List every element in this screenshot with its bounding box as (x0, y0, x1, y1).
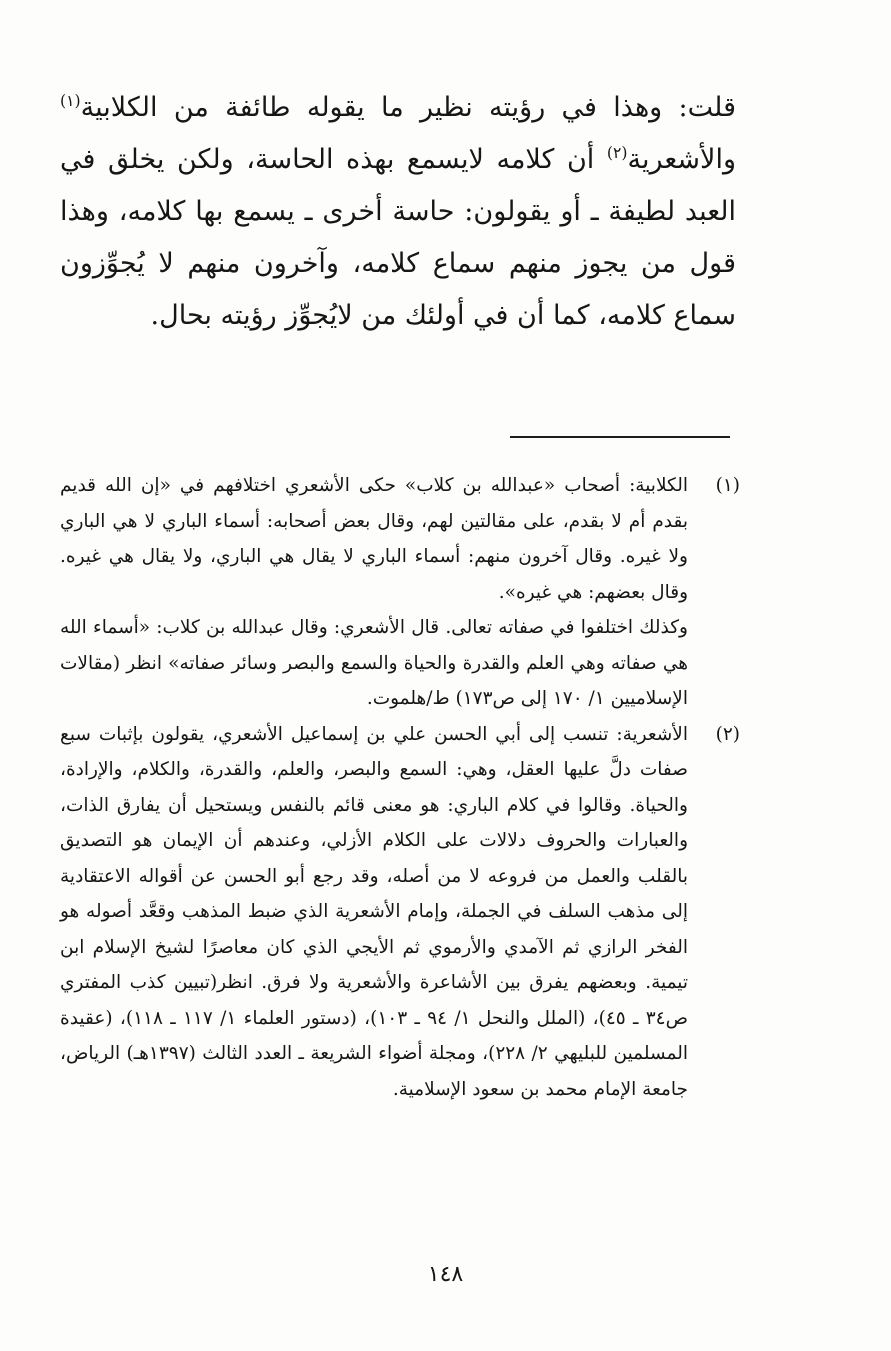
footnote-paragraph: وكذلك اختلفوا في صفاته تعالى. قال الأشعري: وقال عبدالله بن كلاب: «أسماء الله هي صفاته وهي العلم والقدرة والحياة والسمع والبصر وسائر صفاته» انظر (مقالات الإسلاميين ١/ ١٧٠ إلى ص١٧٣) ط/هلموت. (60, 617, 688, 709)
page-number: ١٤٨ (427, 1262, 464, 1287)
footnote-ref-2: (٢) (606, 143, 628, 162)
footnotes-section (60, 468, 740, 1107)
footnote-number: (١) (715, 475, 740, 496)
footnote-body (60, 717, 688, 1108)
footnote-1 (60, 468, 740, 717)
footnote-ref-1: (١) (60, 91, 81, 110)
footnote-2 (60, 717, 740, 1108)
footnote-paragraph: الكلابية: أصحاب «عبدالله بن كلاب» حكى الأشعري اختلافهم في «إن الله قديم بقدم أم لا بقدم، على مقالتين لهم، وقال بعض أصحابه: أسماء الباري لا هي الباري ولا غيره. وقال آخرون منهم: أسماء الباري لا يقال هي الباري، ولا يقال هي غيره. وقال بعضهم: هي غيره». (60, 475, 688, 603)
footnote-number: (٢) (715, 723, 740, 745)
footnote-paragraph: الأشعرية: تنسب إلى أبي الحسن علي بن إسماعيل الأشعري، يقولون بإثبات سبع صفات دلَّ عليها العقل، وهي: السمع والبصر، والعلم، والقدرة، والكلام، والإرادة، والحياة. وقالوا في كلام الباري: هو معنى قائم بالنفس ويستحيل أن يفارق الذات، والعبارات والحروف دلالات على الكلام الأزلي، وعندهم أن الإيمان هو التصديق بالقلب والعمل من فروعه لا من أصله، وقد رجع أبو الحسن عن أقواله الاعتقادية إلى مذهب السلف في الجملة، وإمام الأشعرية الذي ضبط المذهب وقعَّد أصوله هو الفخر الرازي ثم الآمدي والأرموي ثم الأيجي الذي كان معاصرًا لشيخ الإسلام ابن تيمية. وبعضهم يفرق بين الأشاعرة والأشعرية ولا فرق. انظر(تبيين كذب المفتري ص٣٤ ـ ٤٥)، (الملل والنحل ١/ ٩٤ ـ ١٠٣)، (دستور العلماء ١/ ١١٧ ـ ١١٨)، (عقيدة المسلمين للبليهي ٢/ ٢٢٨)، ومجلة أضواء الشريعة ـ العدد الثالث (١٣٩٧هـ) الرياض، جامعة الإمام محمد بن سعود الإسلامية. (60, 723, 688, 1100)
main-text-segment: قلت: وهذا في رؤيته نظير ما يقوله طائفة من الكلابية (80, 92, 736, 123)
main-paragraph (60, 82, 736, 342)
main-text-segment: والأشعرية (627, 144, 736, 175)
footnote-separator (510, 436, 730, 438)
main-text-segment: أن كلامه لايسمع بهذه الحاسة، ولكن يخلق في العبد لطيفة ـ أو يقولون: حاسة أخرى ـ يسمع بها كلامه، وهذا قول من يجوز منهم سماع كلامه، وآخرون منهم لا يُجوِّزون سماع كلامه، كما أن في أولئك من لايُجوِّز رؤيته بحال. (60, 144, 736, 331)
footnote-body (60, 468, 688, 717)
